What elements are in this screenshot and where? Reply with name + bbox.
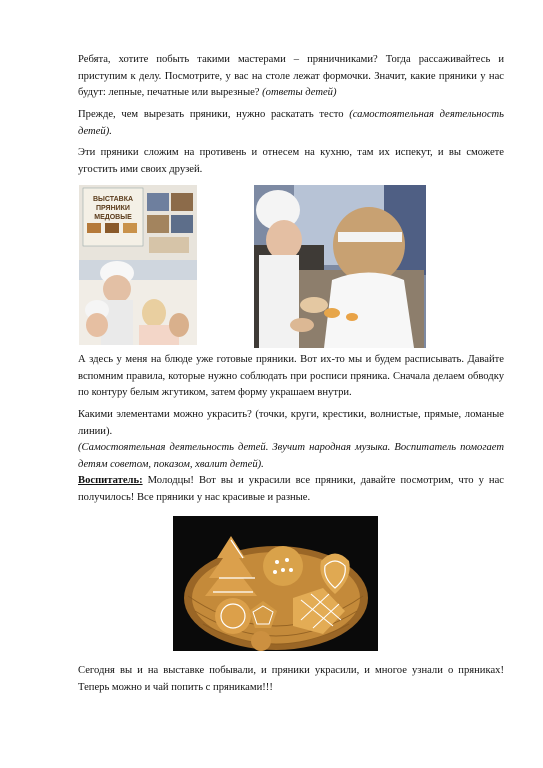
paragraph-baking: [78, 145, 504, 178]
conclusion-text: Сегодня вы и на выставке побывали, и пряники украсили, и многое узнали о пряниках! Теперь можно и чай попить с пряниками!!!: [78, 665, 504, 693]
decoration-text: Какими элементами можно украсить? (точки, круги, крестики, волнистые, прямые, ломаные линии).: [78, 409, 504, 437]
paragraph-teacher-praise: [78, 473, 504, 506]
paragraph-rolling-dough: [78, 107, 504, 140]
paragraph-intro: [78, 52, 504, 102]
exhibition-sign-line2: ПРЯНИКИ: [96, 205, 130, 212]
photo-gingerbread-basket: [173, 516, 378, 651]
decoration-italic-note: (Самостоятельная деятельность детей. Звучит народная музыка. Воспитатель помогает детям советом, показом, хвалит детей).: [78, 442, 504, 470]
rolling-text: Прежде, чем вырезать пряники, нужно раскатать тесто: [78, 109, 350, 120]
intro-text: Ребята, хотите побыть такими мастерами – пряничниками? Тогда рассаживайтесь и приступим к делу. Посмотрите, у вас на столе лежат формочки. Значит, какие пряники у нас будут: лепные, печатные или вырезные?: [78, 54, 504, 98]
photo-children-at-table-image: [254, 185, 426, 348]
intro-italic-note: (ответы детей): [262, 87, 337, 98]
ready-cookies-text: А здесь у меня на блюде уже готовые пряники. Вот их-то мы и будем расписывать. Давайте вспомним правила, которые нужно соблюдать при росписи пряника. Сначала делаем обводку по контуру белым жгутиком, затем форму украшаем внутри.: [78, 354, 504, 398]
rolling-italic-note: (самостоятельная деятельность детей).: [78, 109, 504, 137]
teacher-label: Воспитатель:: [78, 475, 143, 486]
paragraph-conclusion: [78, 663, 504, 696]
exhibition-sign-line1: ВЫСТАВКА: [92, 196, 134, 203]
paragraph-ready-cookies: [78, 352, 504, 402]
teacher-praise-text: Молодцы! Вот вы и украсили все пряники, давайте посмотрим, что у нас получилось! Все пряники у нас красивые и разные.: [78, 475, 504, 503]
photo-children-at-table: [254, 185, 426, 348]
photo-exhibition-children-image: [79, 185, 197, 345]
exhibition-sign-line3: МЕДОВЫЕ: [94, 214, 132, 221]
photo-gingerbread-basket-image: [173, 516, 378, 651]
photo-exhibition-children: [79, 185, 197, 345]
baking-text: Эти пряники сложим на противень и отнесем на кухню, там их испекут, и вы сможете угостить ими своих друзей.: [78, 147, 504, 175]
paragraph-decoration-elements: [78, 407, 504, 473]
